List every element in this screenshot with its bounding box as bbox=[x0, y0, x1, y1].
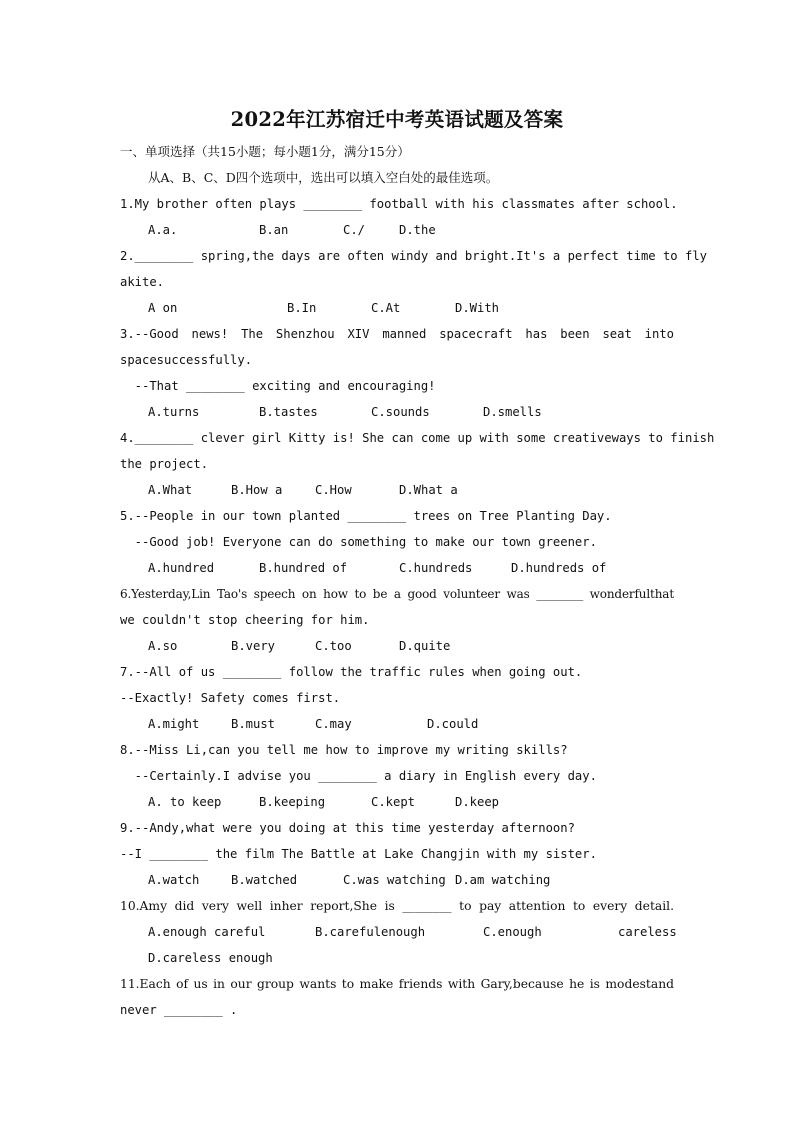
question-2-line-1: 2.________ spring,the days are often windy and bright.It's a perfect time to fly bbox=[120, 249, 707, 263]
q7-option-a: A.might bbox=[148, 717, 200, 731]
q10-option-c: C.enough bbox=[483, 925, 542, 939]
q4-option-c: C.How bbox=[315, 483, 352, 497]
question-7-line-2: --Exactly! Safety comes first. bbox=[120, 691, 341, 705]
question-5-line-2: --Good job! Everyone can do something to make our town greener. bbox=[120, 535, 597, 549]
question-6-line-1: 6.Yesterday,Lin Tao's speech on how to be a good volunteer was ________ wonderfulthat bbox=[120, 587, 674, 601]
q8-option-b: B.keeping bbox=[259, 795, 326, 809]
q6-option-b: B.very bbox=[231, 639, 276, 653]
q9-option-c: C.was watching bbox=[343, 873, 446, 887]
q9-option-b: B.watched bbox=[231, 873, 298, 887]
q10-option-b: B.carefulenough bbox=[315, 925, 426, 939]
q7-option-d: D.could bbox=[427, 717, 479, 731]
q4-option-b: B.How a bbox=[231, 483, 283, 497]
question-3-line-2: spacesuccessfully. bbox=[120, 353, 253, 367]
q2-option-a: A on bbox=[148, 301, 178, 315]
q6-option-a: A.so bbox=[148, 639, 178, 653]
q7-option-b: B.must bbox=[231, 717, 276, 731]
q10-option-a: A.enough careful bbox=[148, 925, 266, 939]
q3-option-b: B.tastes bbox=[259, 405, 318, 419]
q10-option-c-cont: careless bbox=[618, 925, 677, 939]
question-3-line-3: --That ________ exciting and encouraging! bbox=[120, 379, 436, 393]
question-3-line-1: 3.--Good news! The Shenzhou XIV manned spacecraft has been seat into bbox=[120, 327, 674, 341]
q8-option-d: D.keep bbox=[455, 795, 500, 809]
question-9-line-2: --I ________ the film The Battle at Lake Changjin with my sister. bbox=[120, 847, 597, 861]
question-8-line-1: 8.--Miss Li,can you tell me how to improve my writing skills? bbox=[120, 743, 568, 757]
question-5-line-1: 5.--People in our town planted ________ trees on Tree Planting Day. bbox=[120, 509, 612, 523]
question-7-line-1: 7.--All of us ________ follow the traffic rules when going out. bbox=[120, 665, 583, 679]
question-10-line-1: 10.Amy did very well inher report,She is ________ to pay attention to every detail. bbox=[120, 899, 674, 913]
q6-option-d: D.quite bbox=[399, 639, 451, 653]
question-2-line-2: akite. bbox=[120, 275, 165, 289]
question-4-line-2: the project. bbox=[120, 457, 209, 471]
question-11-line-2: never ________ . bbox=[120, 1003, 238, 1017]
question-8-line-2: --Certainly.I advise you ________ a diary in English every day. bbox=[120, 769, 597, 783]
instruction-text: 从A、B、C、D四个选项中，选出可以填入空白处的最佳选项。 bbox=[148, 170, 499, 185]
q3-option-d: D.smells bbox=[483, 405, 542, 419]
page-title: 2022年江苏宿迁中考英语试题及答案 bbox=[230, 108, 564, 131]
q4-option-a: A.What bbox=[148, 483, 193, 497]
q7-option-c: C.may bbox=[315, 717, 352, 731]
q3-option-a: A.turns bbox=[148, 405, 200, 419]
question-1-line-1: 1.My brother often plays ________ football with his classmates after school. bbox=[120, 197, 678, 211]
q10-option-d: D.careless enough bbox=[148, 951, 273, 965]
q8-option-a: A. to keep bbox=[148, 795, 222, 809]
question-6-line-2: we couldn't stop cheering for him. bbox=[120, 613, 370, 627]
q1-option-d: D.the bbox=[399, 223, 436, 237]
question-9-line-1: 9.--Andy,what were you doing at this time yesterday afternoon? bbox=[120, 821, 575, 835]
q3-option-c: C.sounds bbox=[371, 405, 430, 419]
question-11-line-1: 11.Each of us in our group wants to make friends with Gary,because he is modestand bbox=[120, 977, 674, 991]
q5-option-d: D.hundreds of bbox=[511, 561, 607, 575]
q9-option-d: D.am watching bbox=[455, 873, 551, 887]
q2-option-b: B.In bbox=[287, 301, 317, 315]
q6-option-c: C.too bbox=[315, 639, 352, 653]
q2-option-d: D.With bbox=[455, 301, 500, 315]
q1-option-b: B.an bbox=[259, 223, 289, 237]
q5-option-b: B.hundred of bbox=[259, 561, 348, 575]
q8-option-c: C.kept bbox=[371, 795, 416, 809]
q1-option-c: C./ bbox=[343, 223, 366, 237]
q2-option-c: C.At bbox=[371, 301, 401, 315]
section-heading: 一、单项选择（共15小题；每小题1分，满分15分） bbox=[120, 144, 410, 159]
q5-option-c: C.hundreds bbox=[399, 561, 473, 575]
q1-option-a: A.a. bbox=[148, 223, 178, 237]
question-4-line-1: 4.________ clever girl Kitty is! She can come up with some creativeways to finish bbox=[120, 431, 715, 445]
q9-option-a: A.watch bbox=[148, 873, 200, 887]
q4-option-d: D.What a bbox=[399, 483, 458, 497]
q5-option-a: A.hundred bbox=[148, 561, 215, 575]
